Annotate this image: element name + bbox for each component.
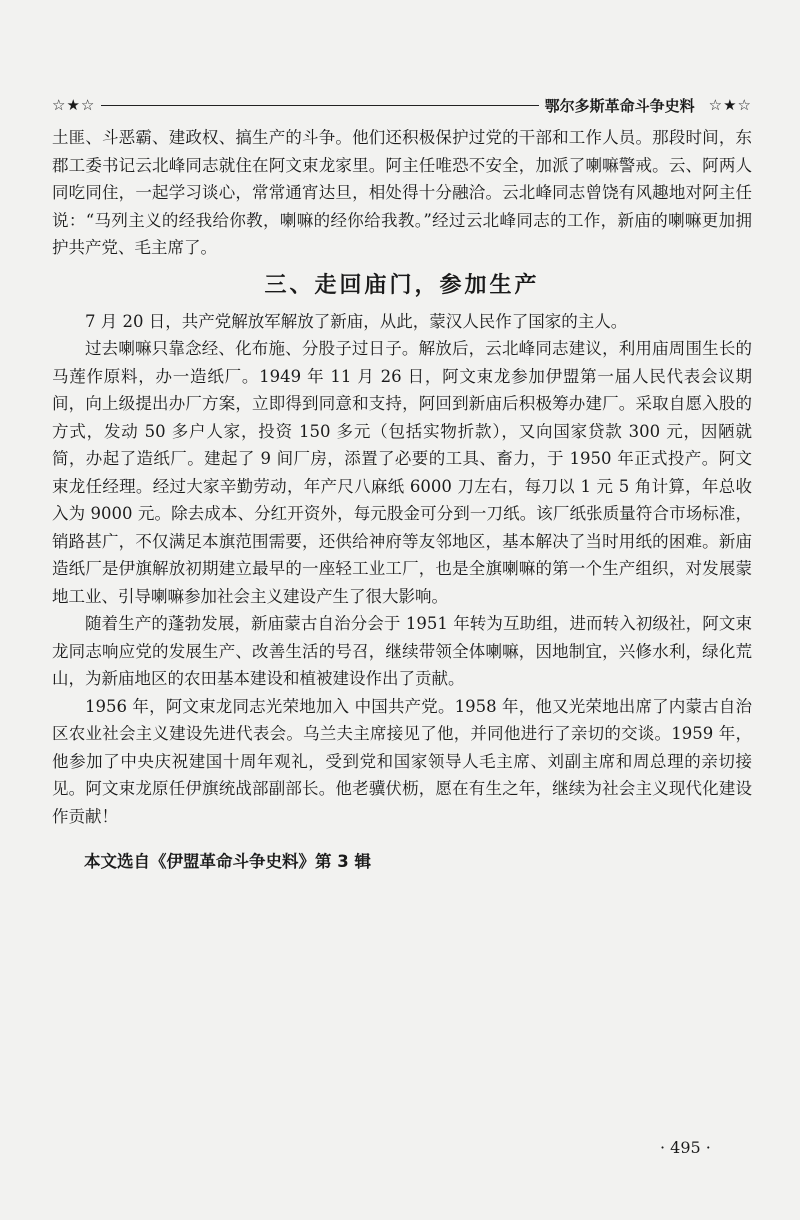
source-note: 本文选自《伊盟革命斗争史料》第 3 辑 xyxy=(84,852,371,871)
body-text xyxy=(52,124,752,830)
paragraph: 1956 年，阿文束龙同志光荣地加入 中国共产党。1958 年，他又光荣地出席了内蒙古自治区农业社会主义建设先进代表会。乌兰夫主席接见了他，并同他进行了亲切的交谈。1959 年，他参加了中央庆祝建国十周年观礼，受到党和国家领导人毛主席、刘副主席和周总理的亲切接见。阿文束龙原任伊旗统战部副部长。他老骥伏枥，愿在有生之年，继续为社会主义现代化建设作贡献！ xyxy=(52,696,752,826)
section-heading: 三、走回庙门，参加生产 xyxy=(264,272,540,298)
running-title: 鄂尔多斯革命斗争史料 xyxy=(544,96,695,115)
header-rule xyxy=(101,105,538,106)
running-header xyxy=(52,94,752,116)
paragraph: 随着生产的蓬勃发展，新庙蒙古自治分会于 1951 年转为互助组，进而转入初级社，阿文束龙同志响应党的发展生产、改善生活的号召，继续带领全体喇嘛，因地制宜，兴修水利，绿化荒山，为新庙地区的农田基本建设和植被建设作出了贡献。 xyxy=(52,614,752,688)
paragraph: 过去喇嘛只靠念经、化布施、分股子过日子。解放后，云北峰同志建议，利用庙周围生长的马莲作原料，办一造纸厂。1949 年 11 月 26 日，阿文束龙参加伊盟第一届人民代表会议期间，向上级提出办厂方案，立即得到同意和支持，阿回到新庙后积极筹办建厂。采取自愿入股的方式，发动 50 多户人家，投资 150 多元（包括实物折款），又向国家贷款 300 元，因陋就简，办起了造纸厂。建起了 9 间厂房，添置了必要的工具、畜力，于 1950 年正式投产。阿文束龙任经理。经过大家辛勤劳动，年产尺八麻纸 6000 刀左右，每刀以 1 元 5 角计算，年总收入为 9000 元。除去成本、分红开资外，每元股金可分到一刀纸。该厂纸张质量符合市场标准，销路甚广，不仅满足本旗范围需要，还供给神府等友邻地区，基本解决了当时用纸的困难。新庙造纸厂是伊旗解放初期建立最早的一座轻工业工厂，也是全旗喇嘛的第一个生产组织，对发展蒙地工业、引导喇嘛参加社会主义建设产生了很大影响。 xyxy=(52,339,752,606)
page-number: · 495 · xyxy=(660,1138,711,1157)
stars-right-ornament: ☆★☆ xyxy=(708,96,752,114)
paragraph-continued: 土匪、斗恶霸、建政权、搞生产的斗争。他们还积极保护过党的干部和工作人员。那段时间，东郡工委书记云北峰同志就住在阿文束龙家里。阿主任唯恐不安全，加派了喇嘛警戒。云、阿两人同吃同住，一起学习谈心，常常通宵达旦，相处得十分融洽。云北峰同志曾饶有风趣地对阿主任说：“马列主义的经我给你教，喇嘛的经你给我教。”经过云北峰同志的工作，新庙的喇嘛更加拥护共产党、毛主席了。 xyxy=(52,128,752,257)
stars-left-ornament: ☆★☆ xyxy=(52,96,96,114)
paragraph: 7 月 20 日，共产党解放军解放了新庙，从此，蒙汉人民作了国家的主人。 xyxy=(85,311,628,331)
